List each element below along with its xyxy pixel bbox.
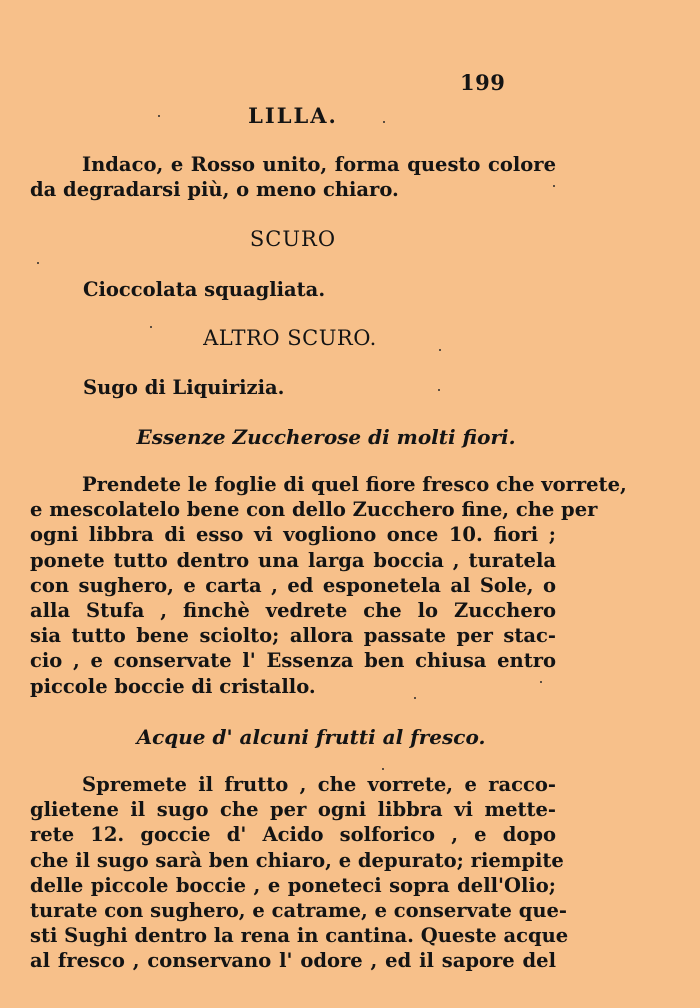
text-line: da degradarsi più, o meno chiaro. [30,178,399,202]
heading-essenze: Essenze Zuccherose di molti fiori. [136,425,516,449]
text-line: sti Sughi dentro la rena in cantina. Queste acque [30,924,569,948]
print-speck [150,326,152,328]
text-line: che il sugo sarà ben chiaro, e depurato; riempite [30,848,564,872]
heading-scuro: SCURO [249,227,337,251]
text-line: ponete tutto dentro una larga boccia , turatela [30,548,556,572]
print-speck [540,681,542,683]
heading-lilla: LILLA. [248,103,338,128]
heading-altro-scuro: ALTRO SCURO. [203,326,377,350]
text-line: delle piccole boccie , e poneteci sopra dell'Olio; [30,873,556,897]
text-line: Indaco, e Rosso unito, forma questo colore [82,153,556,176]
page-number: 199 [460,70,506,95]
text-line: turate con sughero, e catrame, e conservate que- [30,899,568,923]
print-speck [382,768,384,770]
print-speck [553,185,555,187]
print-speck [37,262,39,264]
text-line: glietene il sugo che per ogni libbra vi mette- [30,798,556,822]
text-line: rete 12. goccie d' Acido solforico , e dopo [30,823,556,847]
print-speck [438,389,440,391]
text-line: ogni libbra di esso vi vogliono once 10. fiori ; [30,523,556,547]
text-line: cio , e conservate l' Essenza ben chiusa entro [30,649,556,673]
heading-acque: Acque d' alcuni frutti al fresco. [136,725,486,749]
text-line: piccole boccie di cristallo. [30,674,316,698]
print-speck [439,349,441,351]
paragraph-essenze [30,472,627,699]
text-sugo: Sugo di Liquirizia. [83,376,285,399]
text-line: con sughero, e carta , ed esponetela al Sole, o [30,573,556,597]
text-line: sia tutto bene sciolto; allora passate per stac- [30,624,556,648]
text-line: al fresco , conservano l' odore , ed il sapore del [30,949,556,973]
text-cioccolata: Cioccolata squagliata. [83,278,326,301]
text-line: Prendete le foglie di quel fiore fresco che vorrete, [82,473,627,496]
text-line: alla Stufa , finchè vedrete che lo Zucchero [30,599,556,623]
print-speck [158,115,160,117]
text-line: e mescolatelo bene con dello Zucchero fine, che per [30,498,598,522]
print-speck [383,121,385,123]
paragraph-lilla [30,152,556,202]
print-speck [414,697,416,699]
paragraph-acque [30,772,569,974]
text-line: Spremete il frutto , che vorrete, e racco- [82,773,556,796]
